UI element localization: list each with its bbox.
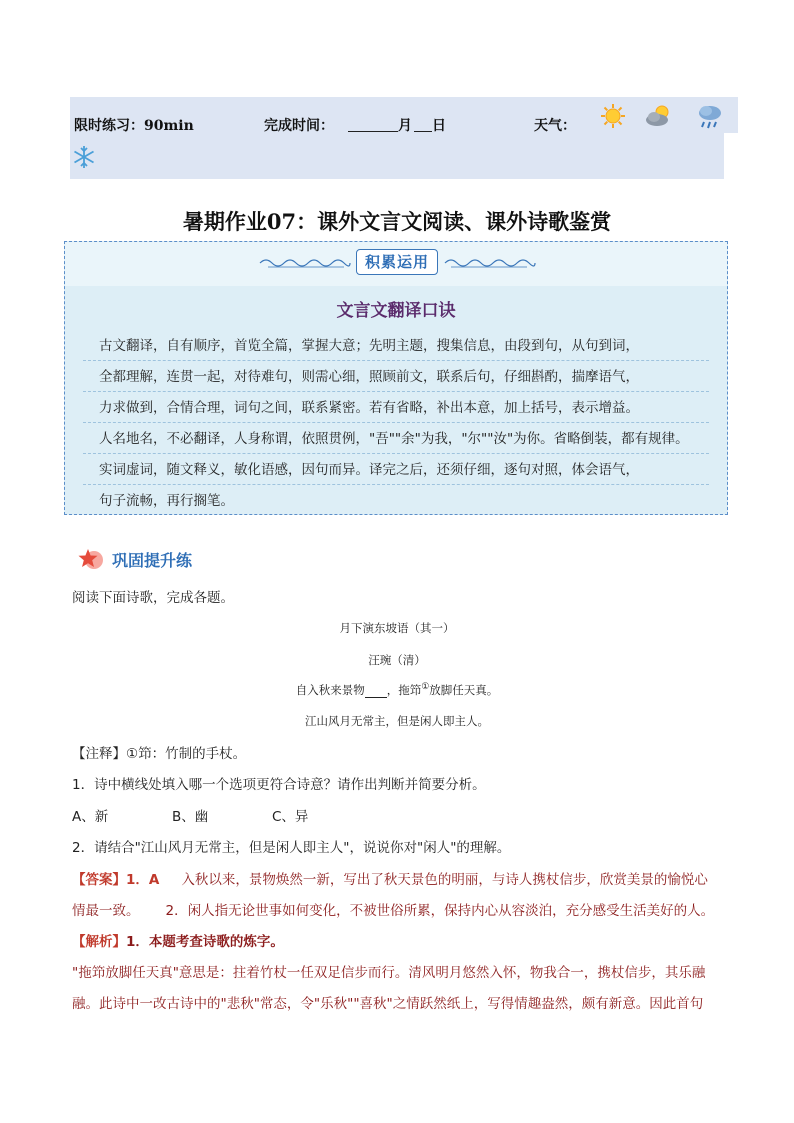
finish-time-label: 完成时间：	[264, 118, 334, 134]
answer-2: 2．闲人指无论世事如何变化，不被世俗所累，保持内心从容淡泊，充分感受生活美好的人。	[165, 903, 715, 919]
sun-icon	[600, 103, 626, 129]
header-tab	[724, 97, 738, 133]
answer-line-2	[72, 899, 714, 919]
analysis-line-1	[72, 930, 284, 950]
note-mark: ①	[421, 682, 430, 693]
answer-1-num: 1．A	[126, 872, 160, 888]
option-a: A、新	[72, 809, 109, 825]
poem-title: 月下演东坡语（其一）	[339, 621, 455, 635]
analysis-1: 1．本题考查诗歌的炼字。	[126, 934, 284, 950]
poem-author: 汪琬（清）	[368, 653, 426, 667]
divider	[83, 360, 709, 361]
instruction: 阅读下面诗歌，完成各题。	[72, 590, 234, 606]
answer-line-1	[72, 868, 708, 888]
star-badge-icon	[77, 548, 105, 570]
analysis-text: "拖笻放脚任天真"意思是：拄着竹杖一任双足信步而行。清风明月悠然入怀，物我合一，携杖信步，其乐融	[72, 965, 706, 981]
analysis-label: 【解析】	[72, 934, 126, 950]
divider	[83, 422, 709, 423]
mnemonic-line: 全都理解，连贯一起，对待难句，则需心细，照顾前文，联系后句，仔细斟酌，揣摩语气，	[99, 369, 639, 385]
accumulation-subtitle: 文言文翻译口诀	[336, 301, 456, 321]
mnemonic-line: 实词虚词，随文释义，敏化语感，因句而异。译完之后，还须仔细，逐句对照，体会语气，	[99, 462, 639, 478]
answer-1-cont: 情最一致。	[72, 903, 140, 919]
mnemonic-line: 力求做到，合情合理，词句之间，联系紧密。若有省略，补出本意，加上括号，表示增益。	[99, 400, 639, 416]
snowflake-icon	[72, 145, 96, 169]
rain-icon	[696, 103, 724, 131]
page-title: 暑期作业07：课外文言文阅读、课外诗歌鉴赏	[182, 209, 612, 234]
mnemonic-line: 人名地名，不必翻译，人身称谓，依照贯例，"吾""余"为我，"尔""汝"为你。省略倒装，都有规律。	[99, 431, 689, 447]
option-c: C、异	[272, 809, 309, 825]
accumulation-box	[64, 241, 728, 515]
partly-cloudy-icon	[644, 103, 674, 129]
question-2: 2．请结合"江山风月无常主，但是闲人即主人"，说说你对"闲人"的理解。	[72, 840, 511, 856]
poem-line-2: 江山风月无常主，但是闲人即主人。	[305, 714, 489, 728]
fill-blank	[365, 683, 387, 698]
answer-label: 【答案】	[72, 872, 126, 888]
day-blank	[414, 131, 432, 132]
poem-line-1-c: 放脚任天真。	[429, 683, 499, 697]
time-limit: 限时练习：90min	[74, 118, 194, 134]
option-b: B、幽	[172, 809, 209, 825]
mnemonic-line: 句子流畅，再行搁笔。	[99, 493, 234, 509]
accumulation-badge: 积累运用	[356, 249, 438, 275]
question-1: 1．诗中横线处填入哪一个选项更符合诗意？请作出判断并简要分析。	[72, 777, 486, 793]
left-wave-ornament	[258, 256, 352, 270]
right-wave-ornament	[443, 256, 537, 270]
weather-label: 天气：	[534, 118, 576, 134]
divider	[83, 391, 709, 392]
divider	[83, 484, 709, 485]
divider	[83, 453, 709, 454]
month-label: 月	[398, 118, 412, 134]
analysis-text: 融。此诗中一改古诗中的"悲秋"常态，令"乐秋""喜秋"之情跃然纸上，写得情趣盎然，颇有新意。因此首句	[72, 996, 704, 1012]
header-info-bar	[70, 97, 724, 179]
poem-line-1-b: ，拖笻	[386, 683, 422, 697]
day-label: 日	[432, 118, 446, 134]
poem-line-1	[0, 682, 794, 698]
answer-1-text: 入秋以来，景物焕然一新，写出了秋天景色的明丽，与诗人携杖信步，欣赏美景的愉悦心	[181, 872, 708, 888]
poem-line-1-a: 自入秋来景物	[295, 683, 365, 697]
mnemonic-line: 古文翻译，自有顺序，首览全篇，掌握大意；先明主题，搜集信息，由段到句，从句到词，	[99, 338, 639, 354]
annotation: 【注释】①笻：竹制的手杖。	[72, 746, 247, 762]
month-blank	[348, 131, 398, 132]
section-title: 巩固提升练	[112, 551, 193, 570]
